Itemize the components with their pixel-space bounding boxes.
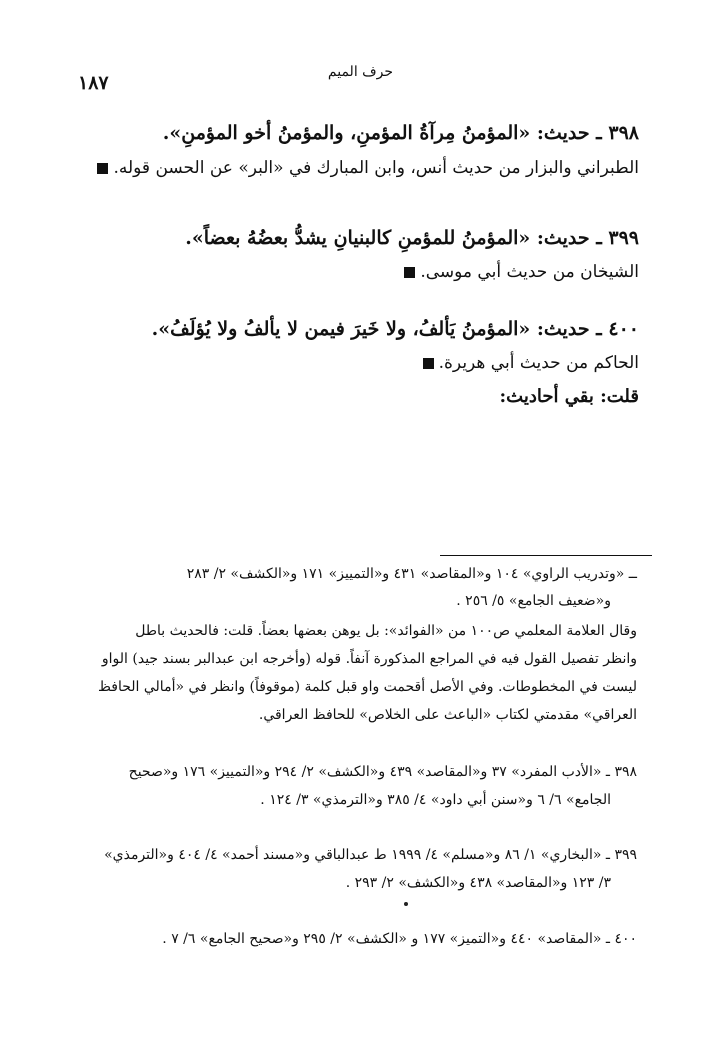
entry-398-source xyxy=(97,158,639,178)
footnote-continued-line-2: و«ضعيف الجامع» ٥/ ٢٥٦ . xyxy=(456,593,611,609)
footnote-continued-line-5: ليست في المخطوطات. وفي الأصل أقحمت واو قبل كلمة (موقوفاً) وانظر في «أمالي الحافظ xyxy=(97,679,637,695)
footnote-separator xyxy=(440,555,652,556)
end-square-icon xyxy=(423,358,434,369)
footnote-continued-line-3: وقال العلامة المعلمي ص١٠٠ من «الفوائد»: بل يوهن بعضها بعضاً. قلت: فالحديث باطل xyxy=(135,623,637,639)
stray-dot xyxy=(404,902,408,906)
entry-400-source xyxy=(423,353,639,373)
entry-400-source-text: الحاكم من حديث أبي هريرة. xyxy=(438,353,639,373)
entry-398-title: ٣٩٨ ـ حديث: «المؤمنُ مِرآةُ المؤمنِ، والمؤمنُ أخو المؤمنِ». xyxy=(162,122,639,144)
entry-399-source-text: الشيخان من حديث أبي موسى. xyxy=(420,262,639,282)
entry-399-source xyxy=(404,262,639,282)
note-remaining-hadiths: قلت: بقي أحاديث: xyxy=(499,386,639,407)
entry-400-title: ٤٠٠ ـ حديث: «المؤمنُ يَألفُ، ولا خَيرَ فيمن لا يألفُ ولا يُؤلَفُ». xyxy=(151,318,639,340)
footnote-continued-line-6: العراقي» مقدمتي لكتاب «الباعث على الخلاص» للحافظ العراقي. xyxy=(258,707,637,723)
page-number: ١٨٧ xyxy=(78,72,109,94)
footnote-400-line-1: ٤٠٠ ـ «المقاصد» ٤٤٠ و«التميز» ١٧٧ و «الكشف» ٢/ ٢٩٥ و«صحيح الجامع» ٦/ ٧ . xyxy=(162,931,637,947)
entry-399-title: ٣٩٩ ـ حديث: «المؤمنُ للمؤمنِ كالبنيانِ يشدُّ بعضُهُ بعضاً». xyxy=(185,227,639,249)
end-square-icon xyxy=(97,163,108,174)
footnote-399-line-2: ٣/ ١٢٣ و«المقاصد» ٤٣٨ و«الكشف» ٢/ ٢٩٣ . xyxy=(345,875,611,891)
footnote-398-line-2: الجامع» ٦/ ٦ و«سنن أبي داود» ٤/ ٣٨٥ و«الترمذي» ٣/ ١٢٤ . xyxy=(260,792,611,808)
running-head: حرف الميم xyxy=(327,64,394,80)
entry-398-source-text: الطبراني والبزار من حديث أنس، وابن المبارك في «البر» عن الحسن قوله. xyxy=(113,158,639,178)
end-square-icon xyxy=(404,267,415,278)
footnote-continued-line-4: وانظر تفصيل القول فيه في المراجع المذكورة آنفاً. قوله (وأخرجه ابن عبدالبر بسند جيد) الواو xyxy=(101,651,637,667)
footnote-continued-line-1: ــ «وتدريب الراوي» ١٠٤ و«المقاصد» ٤٣١ و«التمييز» ١٧١ و«الكشف» ٢/ ٢٨٣ xyxy=(186,566,637,582)
footnote-398-line-1: ٣٩٨ ـ «الأدب المفرد» ٣٧ و«المقاصد» ٤٣٩ و«الكشف» ٢/ ٢٩٤ و«التمييز» ١٧٦ و«صحيح xyxy=(128,764,637,780)
footnote-399-line-1: ٣٩٩ ـ «البخاري» ١/ ٨٦ و«مسلم» ٤/ ١٩٩٩ ط عبدالباقي و«مسند أحمد» ٤/ ٤٠٤ و«الترمذي» xyxy=(104,847,637,863)
